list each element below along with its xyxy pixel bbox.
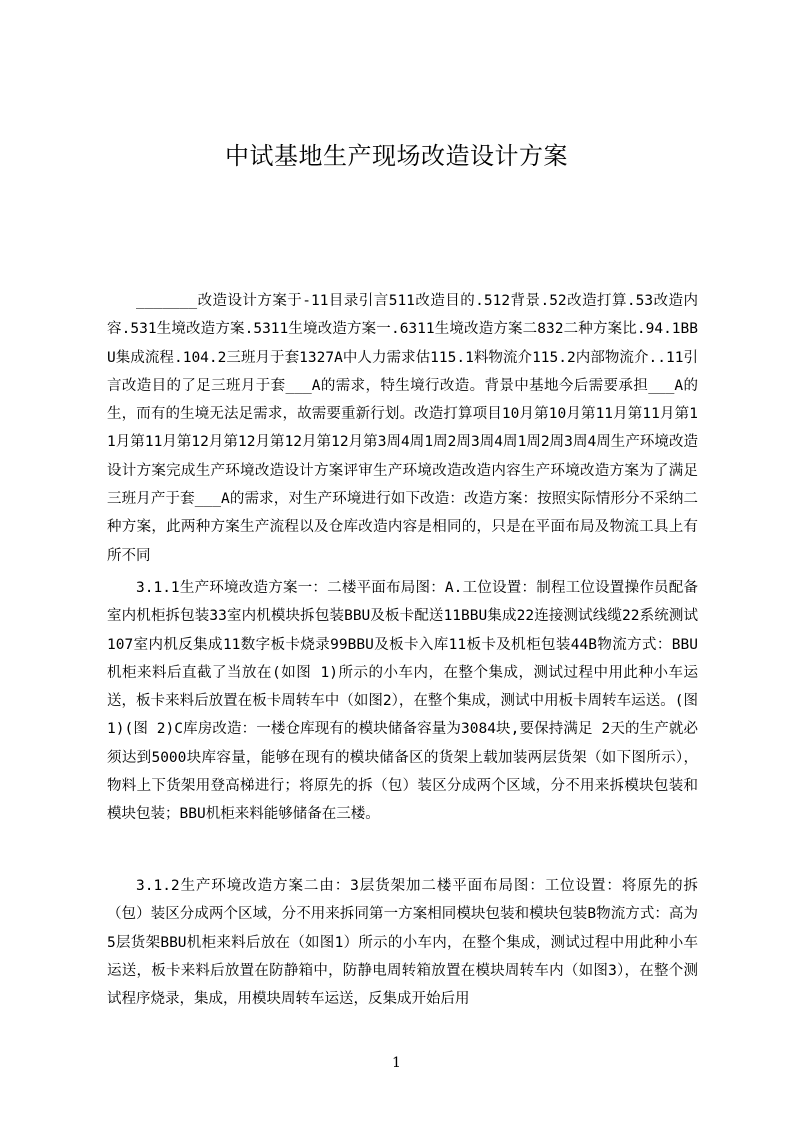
body-paragraph-2: 3.1.1生产环境改造方案一：二楼平面布局图：A.工位设置：制程工位设置操作员配备室内机柜拆包装33室内机模块拆包装BBU及板卡配送11BBU集成22连接测试线缆22系统测试107室内机反集成11数字板卡烧录99BBU及板卡入库11板卡及机柜包装44B物流方式：BBU机柜来料后直截了当放在(如图 1)所示的小车内，在整个集成，测试过程中用此种小车运送，板卡来料后放置在板卡周转车中（如图2），在整个集成，测试中用板卡周转车运送。(图1)(图 2)C库房改造：一楼仓库现有的模块储备容量为3084块,要保持满足 2天的生产就必须达到5000块库容量，能够在现有的模块储备区的货架上载加装两层货架（如下图所示），物料上下货架用登高梯进行；将原先的拆（包）装区分成两个区域，分不用来拆模块包装和模块包装；BBU机柜来料能够储备在三楼。 — [107, 580, 698, 823]
document-title: 中试基地生产现场改造设计方案 — [225, 142, 568, 170]
page-number: 1 — [392, 1055, 401, 1071]
body-paragraph-1: _______改造设计方案于-11目录引言511改造目的.512背景.52改造打算.53改造内容.531生境改造方案.5311生境改造方案一.6311生境改造方案二832二种方案比.94.1BBU集成流程.104.2三班月于套1327A中人力需求估115.1料物流介115.2内部物流介..11引言改造目的了足三班月于套___A的需求，特生境行改造。背景中基地今后需要承担___A的生，而有的生境无法足需求，故需要重新行划。改造打算项目10月第10月第11月第11月第11月第11月第12月第12月第12月第12月第3周4周1周2周3周4周1周2周3周4周生产环境改造设计方案完成生产环境改造设计方案评审生产环境改造改造内容生产环境改造方案为了满足三班月产于套___A的需求，对生产环境进行如下改造：改造方案：按照实际情形分不采纳二种方案，此两种方案生产流程以及仓库改造内容是相同的，只是在平面布局及物流工具上有所不同 — [107, 293, 698, 564]
body-paragraph-3: 3.1.2生产环境改造方案二由：3层货架加二楼平面布局图：工位设置：将原先的拆（包）装区分成两个区域，分不用来拆同第一方案相同模块包装和模块包装B物流方式：高为5层货架BBU机柜来料后放在（如图1）所示的小车内，在整个集成，测试过程中用此种小车运送，板卡来料后放置在防静箱中，防静电周转箱放置在模块周转车内（如图3），在整个测试程序烧录，集成，用模块周转车运送，反集成开始后用 — [107, 878, 698, 1008]
